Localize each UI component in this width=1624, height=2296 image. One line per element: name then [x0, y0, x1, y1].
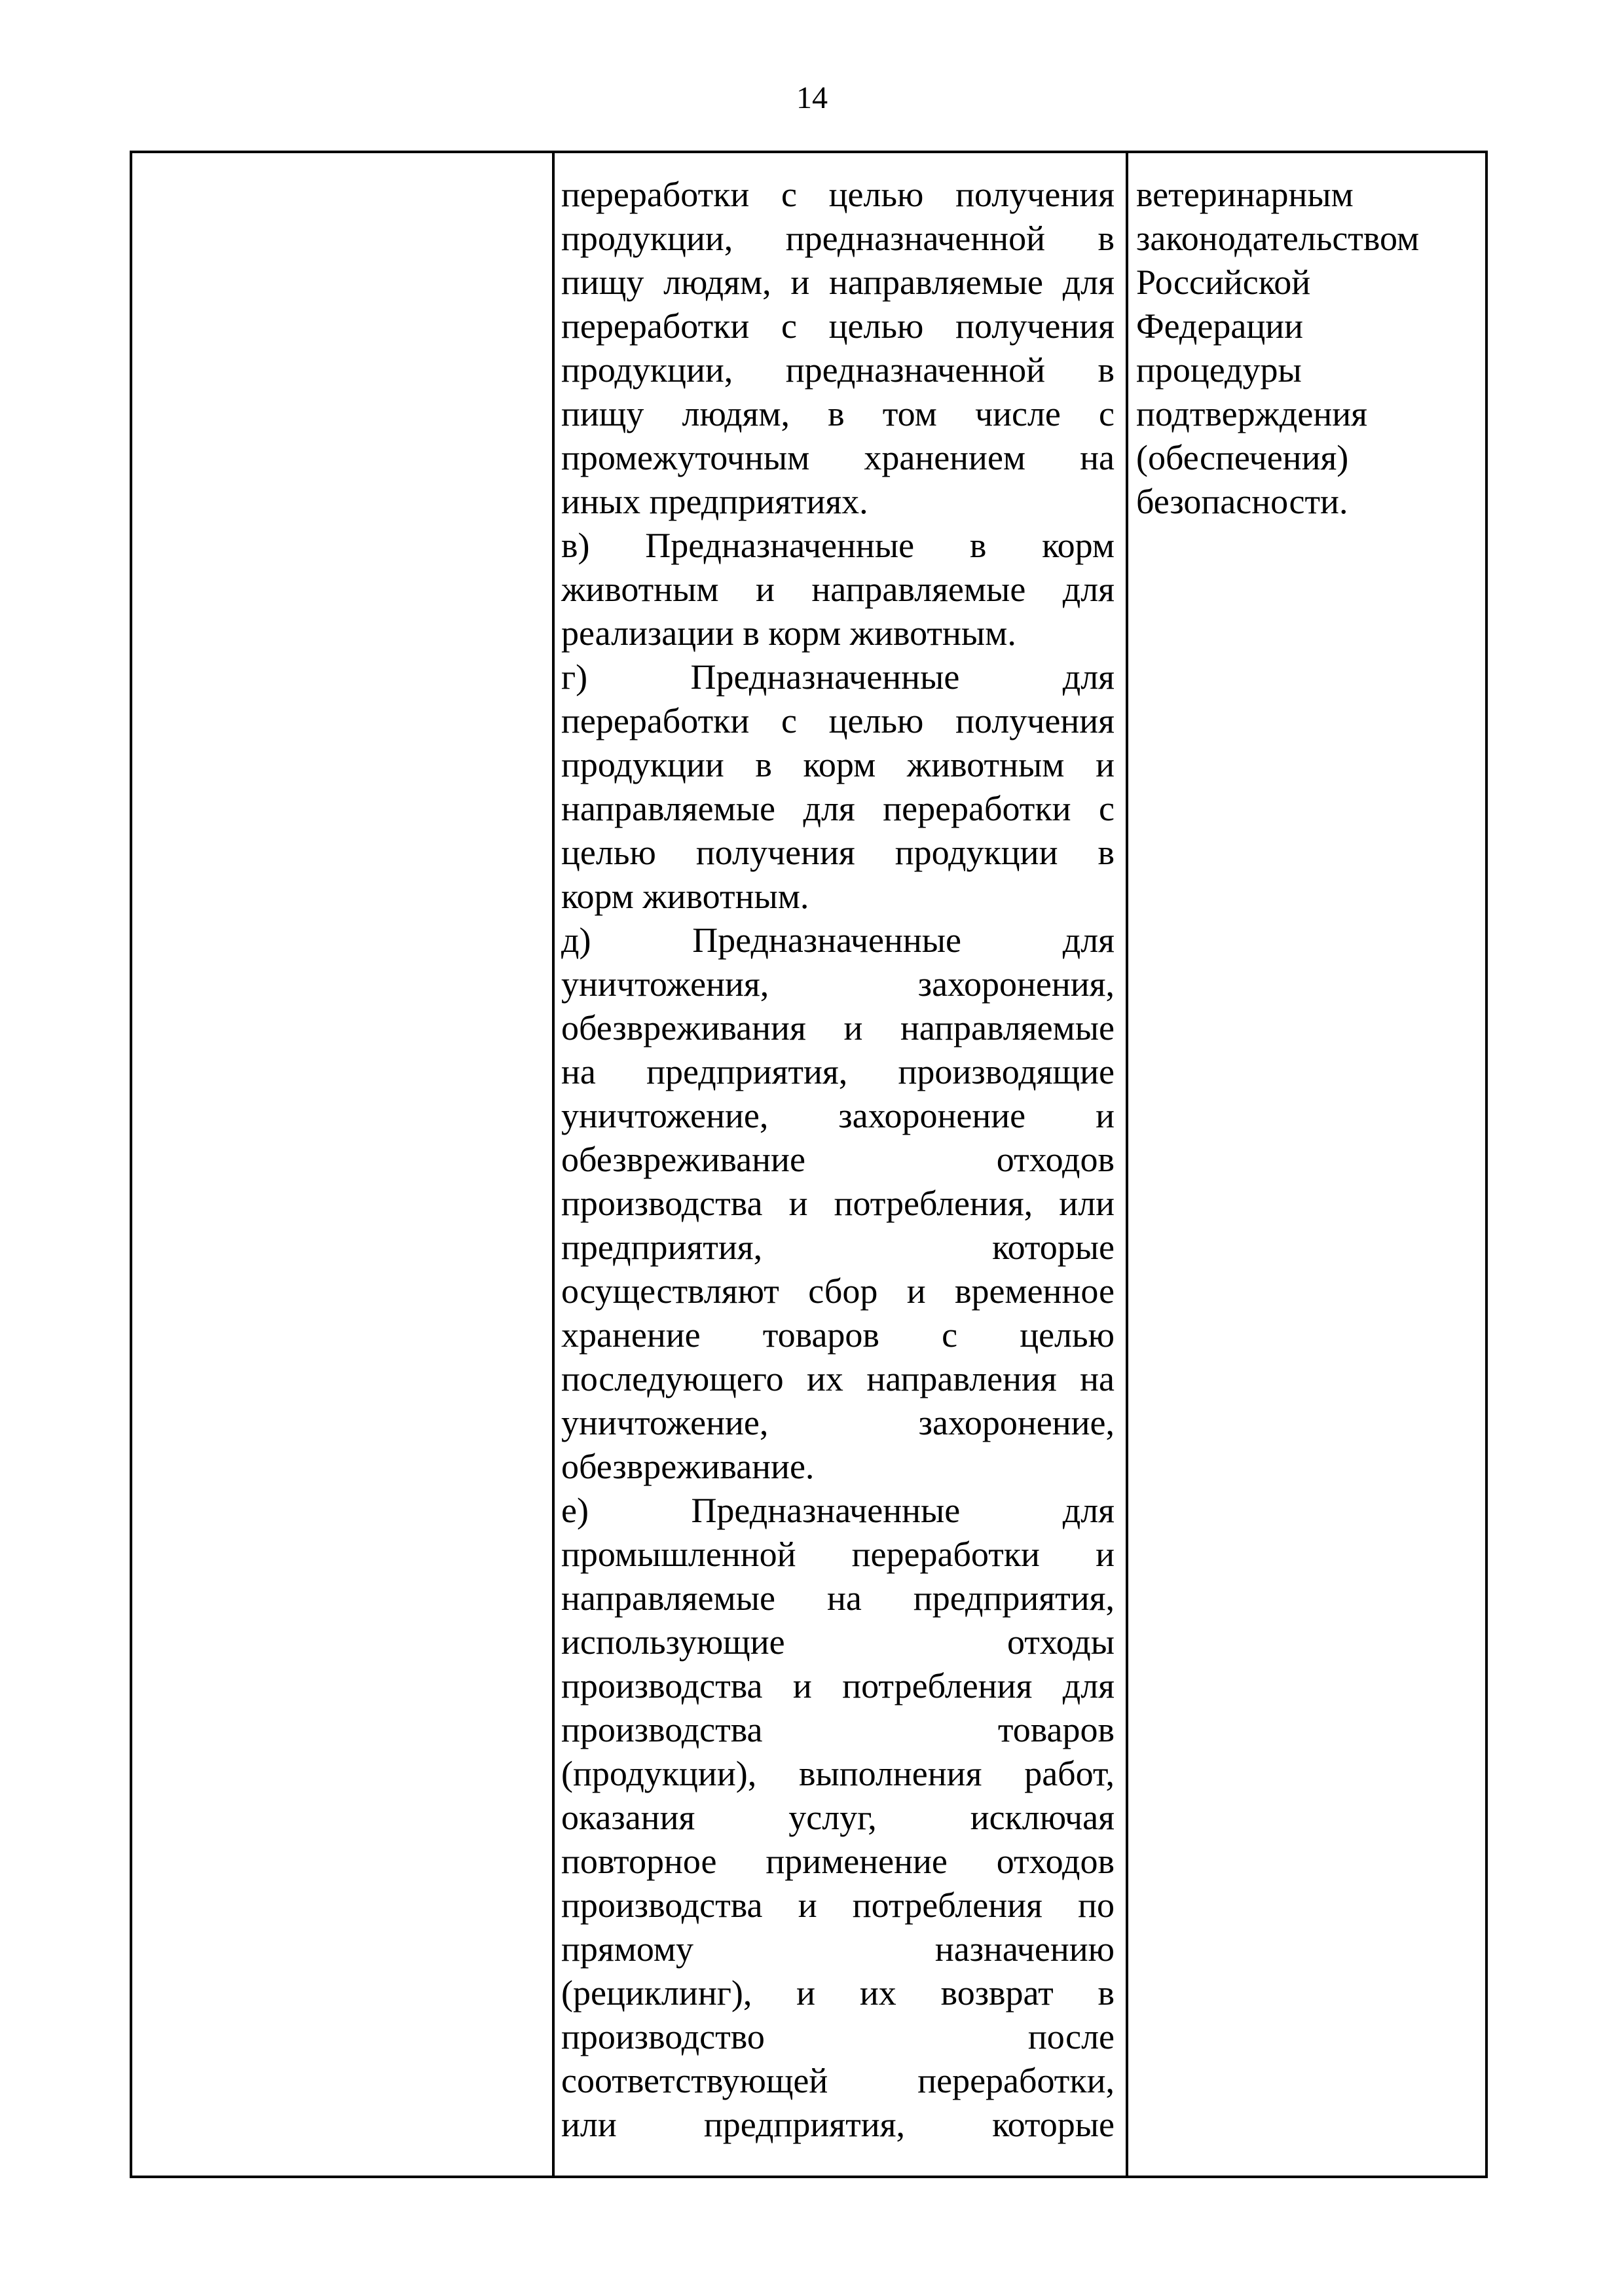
text-line: обезвреживание. [561, 1447, 815, 1486]
document-table [130, 151, 1488, 2178]
text-line: осуществляют сбор и временное [561, 1271, 1115, 1311]
text-line: д) Предназначенные для [561, 920, 1115, 960]
text-line: обезвреживание отходов [561, 1140, 1115, 1179]
text-line: уничтожения, захоронения, [561, 964, 1115, 1004]
text-line: животным и направляемые для [561, 570, 1115, 609]
text-line: Российской [1136, 263, 1311, 302]
text-line: уничтожение, захоронение и [561, 1096, 1115, 1135]
text-line: хранение товаров с целью [561, 1315, 1115, 1355]
text-line: безопасности. [1136, 482, 1348, 521]
text-line: в) Предназначенные в корм [561, 526, 1115, 565]
text-line: г) Предназначенные для [561, 657, 1115, 697]
text-line: продукции в корм животным и [561, 745, 1115, 784]
text-line: (продукции), выполнения работ, [561, 1754, 1115, 1793]
text-line: иных предприятиях. [561, 482, 868, 521]
text-line: продукции, предназначенной в [561, 219, 1115, 258]
text-line: производства товаров [561, 1710, 1115, 1749]
text-line: соответствующей переработки, [561, 2061, 1115, 2100]
text-line: использующие отходы [561, 1622, 1115, 1662]
text-line: направляемые на предприятия, [561, 1578, 1115, 1618]
text-line: последующего их направления на [561, 1359, 1115, 1398]
text-line: оказания услуг, исключая [561, 1798, 1115, 1837]
text-line: продукции, предназначенной в [561, 350, 1115, 390]
text-line: на предприятия, производящие [561, 1052, 1115, 1091]
text-line: переработки с целью получения [561, 306, 1115, 346]
table-cell-description [561, 173, 1115, 2147]
column-divider-2 [1126, 153, 1128, 2176]
text-line: промышленной переработки и [561, 1535, 1115, 1574]
text-line: промежуточным хранением на [561, 438, 1115, 477]
text-line: переработки с целью получения [561, 701, 1115, 740]
text-line: реализации в корм животным. [561, 613, 1016, 653]
text-line: пищу людям, и направляемые для [561, 263, 1115, 302]
text-line: или предприятия, которые [561, 2105, 1115, 2144]
text-line: производства и потребления, или [561, 1184, 1115, 1223]
text-line: производство после [561, 2017, 1115, 2056]
text-line: корм животным. [561, 877, 809, 916]
text-line: прямому назначению [561, 1929, 1115, 1969]
text-line: (обеспечения) [1136, 438, 1349, 477]
text-line: повторное применение отходов [561, 1842, 1115, 1881]
text-line: е) Предназначенные для [561, 1491, 1115, 1530]
text-line: подтверждения [1136, 394, 1367, 433]
text-line: процедуры [1136, 350, 1302, 390]
text-line: (рециклинг), и их возврат в [561, 1973, 1115, 2013]
text-line: направляемые для переработки с [561, 789, 1115, 828]
page-number: 14 [796, 81, 828, 115]
column-divider-1 [552, 153, 555, 2176]
text-line: производства и потребления для [561, 1666, 1115, 1705]
text-line: законодательством [1136, 219, 1420, 258]
text-line: ветеринарным [1136, 175, 1354, 214]
text-line: предприятия, которые [561, 1228, 1115, 1267]
text-line: Федерации [1136, 306, 1304, 346]
text-line: целью получения продукции в [561, 833, 1115, 872]
table-cell-requirements [1136, 173, 1477, 524]
text-line: переработки с целью получения [561, 175, 1115, 214]
text-line: обезвреживания и направляемые [561, 1008, 1115, 1048]
text-line: производства и потребления по [561, 1886, 1115, 1925]
text-line: уничтожение, захоронение, [561, 1403, 1115, 1442]
text-line: пищу людям, в том числе с [561, 394, 1115, 433]
